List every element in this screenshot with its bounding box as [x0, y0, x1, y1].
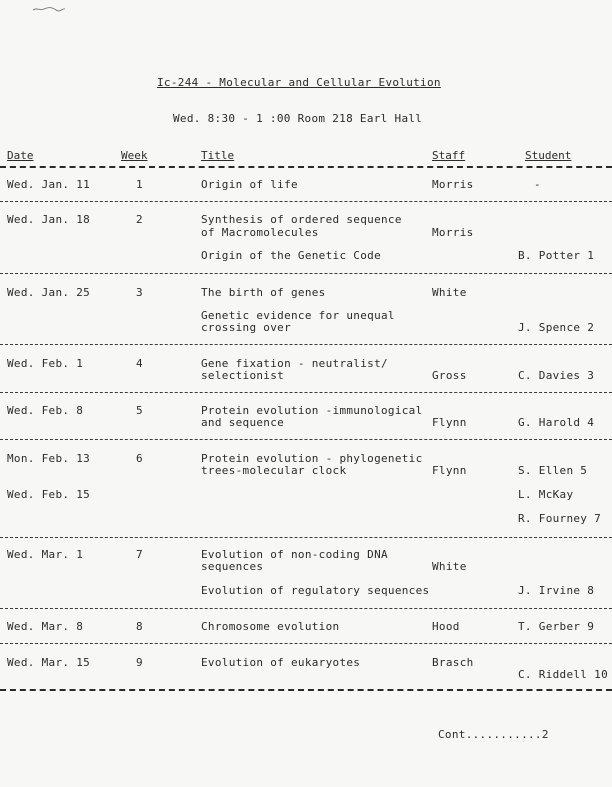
- row-7-staff: White: [432, 560, 467, 573]
- row-6-title-line2: trees-molecular clock: [201, 464, 347, 477]
- row-rule: [0, 273, 612, 274]
- row-6-date-2: Wed. Feb. 15: [7, 488, 91, 501]
- row-6-staff: Flynn: [432, 464, 467, 477]
- header-rule: [0, 166, 612, 168]
- row-8-week: 8: [136, 620, 143, 633]
- row-9-date: Wed. Mar. 15: [7, 656, 91, 669]
- table-end-rule: [0, 689, 612, 691]
- row-6-student-3: R. Fourney 7: [518, 512, 602, 525]
- row-9-title: Evolution of eukaryotes: [201, 656, 361, 669]
- row-rule: [0, 201, 612, 202]
- continued-note: Cont...........2: [438, 728, 549, 741]
- row-rule: [0, 643, 612, 644]
- row-7-date: Wed. Mar. 1: [7, 548, 84, 561]
- row-6-student: S. Ellen 5: [518, 464, 588, 477]
- row-9-staff: Brasch: [432, 656, 474, 669]
- col-staff: Staff: [432, 149, 466, 162]
- row-4-date: Wed. Feb. 1: [7, 357, 84, 370]
- row-8-student: T. Gerber 9: [518, 620, 595, 633]
- row-3-staff: White: [432, 286, 467, 299]
- row-3-week: 3: [136, 286, 143, 299]
- row-2-title-line1: Synthesis of ordered sequence: [201, 213, 402, 226]
- row-4-student: C. Davies 3: [518, 369, 595, 382]
- row-3-title-line3: crossing over: [201, 321, 291, 334]
- row-8-title: Chromosome evolution: [201, 620, 340, 633]
- row-3-student: J. Spence 2: [518, 321, 595, 334]
- row-6-week: 6: [136, 452, 143, 465]
- row-2-staff: Morris: [432, 226, 474, 239]
- row-rule: [0, 439, 612, 440]
- row-3-title-line2: Genetic evidence for unequal: [201, 309, 395, 322]
- row-6-title-line1: Protein evolution - phylogenetic: [201, 452, 423, 465]
- row-6-date: Mon. Feb. 13: [7, 452, 91, 465]
- row-4-title-line2: selectionist: [201, 369, 285, 382]
- row-8-staff: Hood: [432, 620, 460, 633]
- row-rule: [0, 344, 612, 345]
- row-1-date: Wed. Jan. 11: [7, 178, 91, 191]
- pen-scribble-mark: [32, 6, 66, 12]
- row-rule: [0, 392, 612, 393]
- row-rule: [0, 608, 612, 609]
- row-2-date: Wed. Jan. 18: [7, 213, 91, 226]
- row-9-student: C. Riddell 10: [518, 668, 608, 681]
- row-7-title-line2: sequences: [201, 560, 264, 573]
- row-5-staff: Flynn: [432, 416, 467, 429]
- row-1-staff: Morris: [432, 178, 474, 191]
- row-5-title-line1: Protein evolution -immunological: [201, 404, 423, 417]
- meeting-info: Wed. 8:30 - 1 :00 Room 218 Earl Hall: [173, 112, 423, 125]
- row-7-title-line1: Evolution of non-coding DNA: [201, 548, 388, 561]
- row-7-week: 7: [136, 548, 143, 561]
- row-2-title-line2: of Macromolecules: [201, 226, 319, 239]
- row-5-week: 5: [136, 404, 143, 417]
- row-3-date: Wed. Jan. 25: [7, 286, 91, 299]
- row-2-student: B. Potter 1: [518, 249, 595, 262]
- col-week: Week: [121, 149, 148, 162]
- row-6-student-2: L. McKay: [518, 488, 574, 501]
- row-rule: [0, 537, 612, 538]
- row-7-student: J. Irvine 8: [518, 584, 595, 597]
- row-2-week: 2: [136, 213, 143, 226]
- row-5-date: Wed. Feb. 8: [7, 404, 84, 417]
- row-8-date: Wed. Mar. 8: [7, 620, 84, 633]
- row-3-title-line1: The birth of genes: [201, 286, 326, 299]
- row-4-staff: Gross: [432, 369, 467, 382]
- row-4-week: 4: [136, 357, 143, 370]
- course-title: Ic-244 - Molecular and Cellular Evolution: [157, 76, 441, 89]
- row-4-title-line1: Gene fixation - neutralist/: [201, 357, 388, 370]
- col-student: Student: [525, 149, 572, 162]
- col-date: Date: [7, 149, 34, 162]
- row-1-week: 1: [136, 178, 143, 191]
- row-5-student: G. Harold 4: [518, 416, 595, 429]
- row-1-title: Origin of life: [201, 178, 298, 191]
- row-9-week: 9: [136, 656, 143, 669]
- row-1-student: -: [534, 178, 541, 191]
- row-5-title-line2: and sequence: [201, 416, 285, 429]
- row-7-title-line3: Evolution of regulatory sequences: [201, 584, 430, 597]
- row-2-title-line3: Origin of the Genetic Code: [201, 249, 381, 262]
- col-title: Title: [201, 149, 235, 162]
